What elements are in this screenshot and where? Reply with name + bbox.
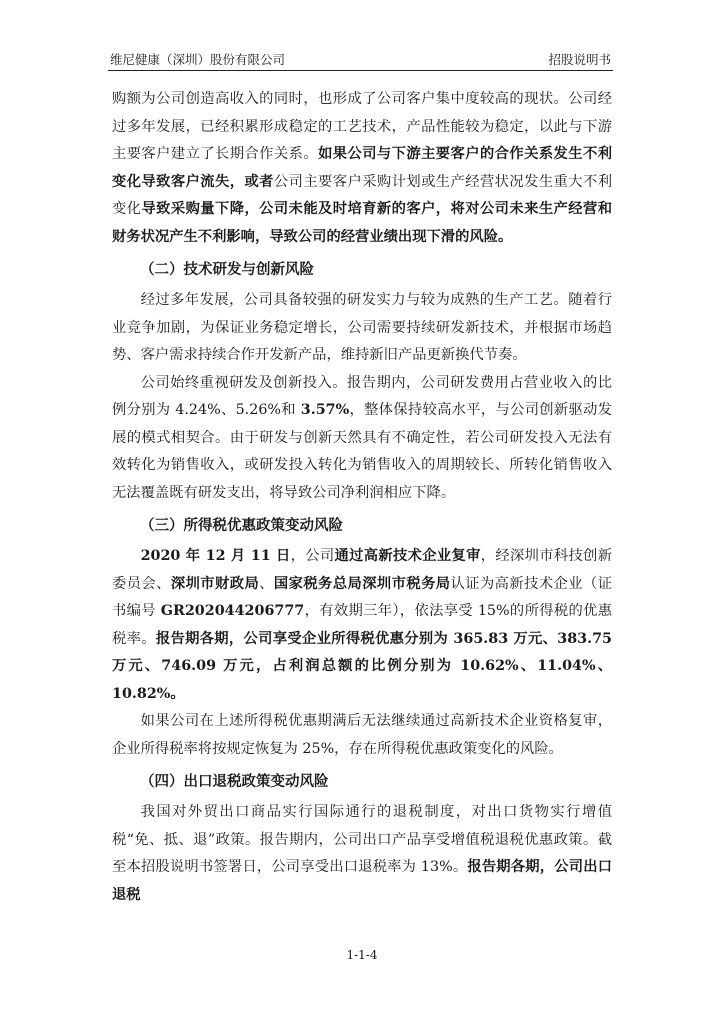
section-heading-rd-risk: （二）技术研发与创新风险 (140, 262, 314, 278)
header-company-name: 维尼健康（深圳）股份有限公司 (110, 52, 286, 67)
paragraph-tax-incentive: 2020 年 12 月 11 日，公司通过高新技术企业复审，经深圳市科技创新委员会、深圳市财政局、国家税务总局深圳市税务局认证为高新技术企业（证书编号 GR202044206777，有效期三年），依法享受 15%的所得税的优惠税率。报告期各期，公司享受企业所得税优惠分别为 365.83 万元、383.75 万元、746.09 万元，占利润总额的比例分别为 10.62%、11.04%、10.82%。 (112, 548, 613, 702)
header-doc-type: 招股说明书 (548, 52, 611, 67)
page-header (108, 48, 613, 71)
paragraph-rd-capability: 经过多年发展，公司具备较强的研发实力与较为成熟的生产工艺。随着行业竞争加剧，为保证业务稳定增长，公司需要持续研发新技术，并根据市场趋势、客户需求持续合作开发新产品，维持新旧产品更新换代节奏。 (112, 292, 612, 363)
section-heading-export-rebate-risk: （四）出口退税政策变动风险 (140, 774, 329, 790)
paragraph-tax-policy-change: 如果公司在上述所得税优惠期满后无法继续通过高新技术企业资格复审，企业所得税率将按规定恢复为 25%，存在所得税优惠政策变化的风险。 (112, 713, 612, 757)
section-heading-tax-risk: （三）所得税优惠政策变动风险 (140, 518, 343, 534)
paragraph-export-rebate: 我国对外贸出口商品实行国际通行的退税制度，对出口货物实行增值税“免、抵、退”政策。报告期内，公司出口产品享受增值税退税优惠政策。截至本招股说明书签署日，公司享受出口退税率为 13%。报告期各期，公司出口退税 (112, 804, 612, 903)
document-body (112, 86, 612, 909)
paragraph-customer-concentration: 购额为公司创造高收入的同时，也形成了公司客户集中度较高的现状。公司经过多年发展，已经积累形成稳定的工艺技术，产品性能较为稳定，以此与下游主要客户建立了长期合作关系。如果公司与下游主要客户的合作关系发生不利变化导致客户流失，或者公司主要客户采购计划或生产经营状况发生重大不利变化导致采购量下降，公司未能及时培育新的客户，将对公司未来生产经营和财务状况产生不利影响，导致公司的经营业绩出现下滑的风险。 (112, 91, 613, 245)
paragraph-rd-investment: 公司始终重视研发及创新投入。报告期内，公司研发费用占营业收入的比例分别为 4.24%、5.26%和 3.57%，整体保持较高水平，与公司创新驱动发展的模式相契合。由于研发与创新天然具有不确定性，若公司研发投入无法有效转化为销售收入，或研发投入转化为销售收入的周期较长、所转化销售收入无法覆盖既有研发支出，将导致公司净利润相应下降。 (112, 374, 612, 501)
page-number: 1-1-4 (346, 948, 378, 962)
